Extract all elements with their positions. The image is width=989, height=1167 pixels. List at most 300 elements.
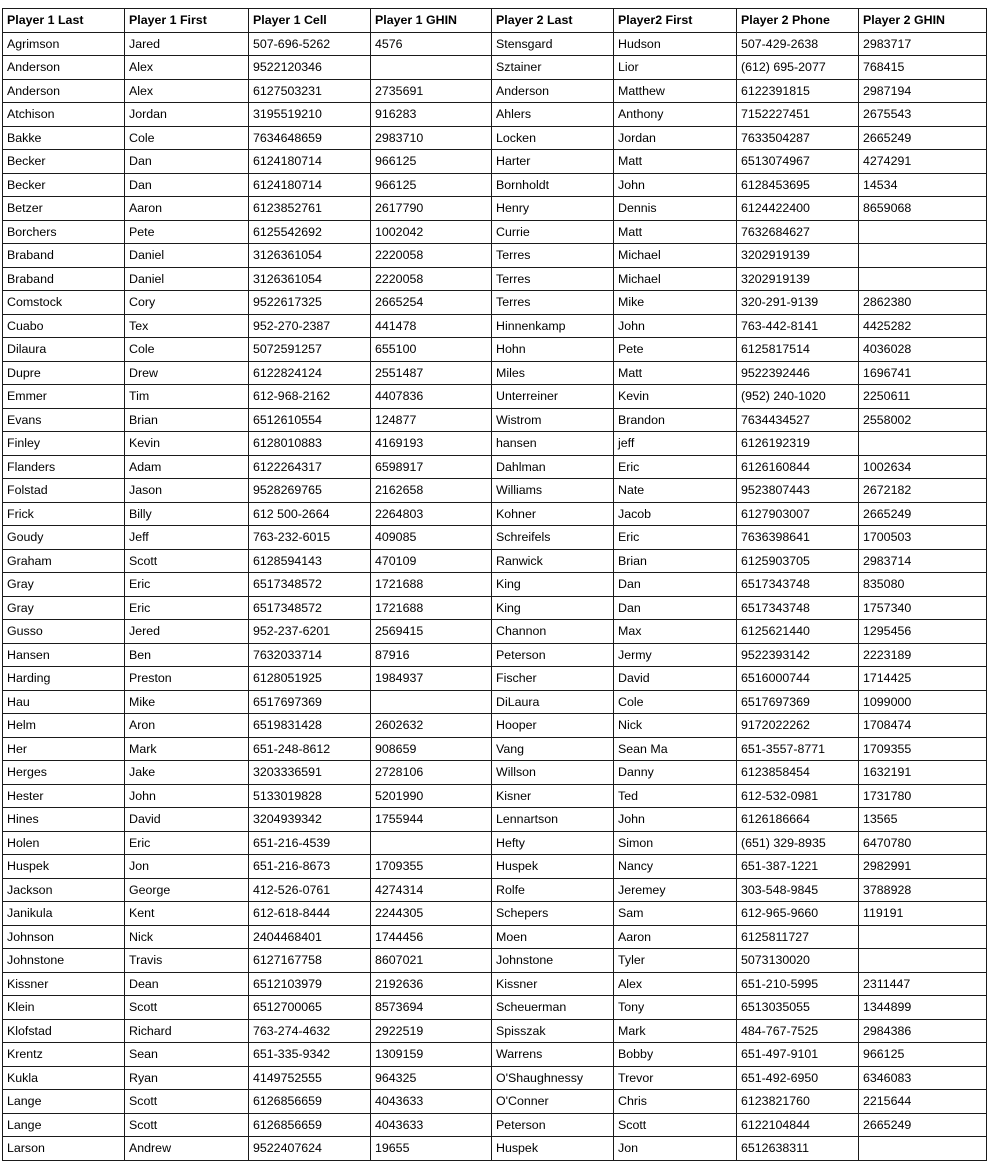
cell-player2-phone: 6516000744: [737, 667, 859, 691]
cell-player1-ghin: [371, 56, 492, 80]
cell-player2-ghin: 2672182: [859, 479, 987, 503]
cell-player2-ghin: [859, 949, 987, 973]
cell-player2-last: Schepers: [492, 902, 614, 926]
table-row: [3, 549, 987, 573]
cell-player1-last: Braband: [3, 244, 125, 268]
cell-player2-ghin: 1709355: [859, 737, 987, 761]
cell-player1-last: Harding: [3, 667, 125, 691]
cell-player1-cell: 6127167758: [249, 949, 371, 973]
cell-player2-ghin: 2311447: [859, 972, 987, 996]
cell-player2-last: Warrens: [492, 1043, 614, 1067]
cell-player1-first: Daniel: [125, 244, 249, 268]
cell-player2-ghin: 2215644: [859, 1090, 987, 1114]
cell-player2-ghin: 2983717: [859, 32, 987, 56]
cell-player2-phone: 5073130020: [737, 949, 859, 973]
cell-player2-ghin: 14534: [859, 173, 987, 197]
cell-player2-phone: 303-548-9845: [737, 878, 859, 902]
cell-player2-first: Brian: [614, 549, 737, 573]
cell-player1-ghin: 2162658: [371, 479, 492, 503]
cell-player1-last: Herges: [3, 761, 125, 785]
cell-player2-last: DiLaura: [492, 690, 614, 714]
table-row: [3, 1137, 987, 1161]
cell-player1-first: Kevin: [125, 432, 249, 456]
cell-player2-ghin: 1632191: [859, 761, 987, 785]
cell-player2-first: Pete: [614, 338, 737, 362]
cell-player1-ghin: 2728106: [371, 761, 492, 785]
table-row: [3, 1043, 987, 1067]
cell-player2-phone: 651-497-9101: [737, 1043, 859, 1067]
cell-player1-cell: 612 500-2664: [249, 502, 371, 526]
cell-player2-first: Danny: [614, 761, 737, 785]
cell-player2-first: Eric: [614, 455, 737, 479]
cell-player1-cell: 612-618-8444: [249, 902, 371, 926]
cell-player1-first: Brian: [125, 408, 249, 432]
cell-player2-phone: 3202919139: [737, 244, 859, 268]
cell-player1-first: Cole: [125, 338, 249, 362]
cell-player1-ghin: 1002042: [371, 220, 492, 244]
cell-player1-last: Becker: [3, 150, 125, 174]
cell-player1-ghin: 19655: [371, 1137, 492, 1161]
cell-player1-last: Borchers: [3, 220, 125, 244]
table-row: [3, 197, 987, 221]
cell-player1-last: Hester: [3, 784, 125, 808]
cell-player2-ghin: 768415: [859, 56, 987, 80]
cell-player1-first: Scott: [125, 1113, 249, 1137]
cell-player1-cell: 507-696-5262: [249, 32, 371, 56]
cell-player2-last: O'Conner: [492, 1090, 614, 1114]
cell-player1-ghin: 2551487: [371, 361, 492, 385]
cell-player1-first: Preston: [125, 667, 249, 691]
cell-player1-last: Braband: [3, 267, 125, 291]
cell-player2-phone: 6517343748: [737, 596, 859, 620]
cell-player1-last: Cuabo: [3, 314, 125, 338]
cell-player2-first: Brandon: [614, 408, 737, 432]
cell-player1-cell: 6519831428: [249, 714, 371, 738]
cell-player2-ghin: 4036028: [859, 338, 987, 362]
cell-player1-cell: 3126361054: [249, 267, 371, 291]
cell-player1-cell: 3203336591: [249, 761, 371, 785]
cell-player2-last: Moen: [492, 925, 614, 949]
cell-player1-ghin: 2922519: [371, 1019, 492, 1043]
cell-player2-last: Rolfe: [492, 878, 614, 902]
cell-player1-last: Lange: [3, 1090, 125, 1114]
cell-player2-first: Jermy: [614, 643, 737, 667]
cell-player2-last: Bornholdt: [492, 173, 614, 197]
cell-player2-first: Michael: [614, 267, 737, 291]
cell-player1-first: Tex: [125, 314, 249, 338]
cell-player2-phone: (651) 329-8935: [737, 831, 859, 855]
table-row: [3, 831, 987, 855]
cell-player2-first: Matt: [614, 150, 737, 174]
cell-player2-ghin: 1731780: [859, 784, 987, 808]
cell-player1-cell: 3204939342: [249, 808, 371, 832]
cell-player2-ghin: 1757340: [859, 596, 987, 620]
table-row: [3, 126, 987, 150]
cell-player1-last: Folstad: [3, 479, 125, 503]
cell-player2-phone: 6123821760: [737, 1090, 859, 1114]
cell-player1-first: Tim: [125, 385, 249, 409]
cell-player2-ghin: 119191: [859, 902, 987, 926]
cell-player1-cell: 6512700065: [249, 996, 371, 1020]
cell-player1-ghin: 4043633: [371, 1090, 492, 1114]
cell-player2-first: Matt: [614, 220, 737, 244]
table-row: [3, 714, 987, 738]
table-row: [3, 573, 987, 597]
cell-player1-first: Jon: [125, 855, 249, 879]
cell-player2-last: Huspek: [492, 855, 614, 879]
cell-player1-first: Drew: [125, 361, 249, 385]
table-row: [3, 737, 987, 761]
header-player1-ghin: Player 1 GHIN: [371, 9, 492, 33]
cell-player1-cell: 952-237-6201: [249, 620, 371, 644]
cell-player1-first: Richard: [125, 1019, 249, 1043]
cell-player1-ghin: 1755944: [371, 808, 492, 832]
cell-player1-ghin: 6598917: [371, 455, 492, 479]
cell-player1-ghin: 4169193: [371, 432, 492, 456]
player-pairings-table: [2, 8, 987, 1161]
cell-player2-first: David: [614, 667, 737, 691]
cell-player1-ghin: 8573694: [371, 996, 492, 1020]
cell-player2-phone: 6126186664: [737, 808, 859, 832]
cell-player2-last: Anderson: [492, 79, 614, 103]
cell-player2-ghin: [859, 1137, 987, 1161]
cell-player1-last: Kissner: [3, 972, 125, 996]
cell-player2-first: Tyler: [614, 949, 737, 973]
cell-player1-ghin: 916283: [371, 103, 492, 127]
cell-player1-first: Scott: [125, 1090, 249, 1114]
cell-player1-first: Kent: [125, 902, 249, 926]
table-row: [3, 1019, 987, 1043]
cell-player1-last: Gusso: [3, 620, 125, 644]
cell-player1-first: George: [125, 878, 249, 902]
cell-player1-first: Ben: [125, 643, 249, 667]
cell-player2-first: Eric: [614, 526, 737, 550]
cell-player2-phone: 6127903007: [737, 502, 859, 526]
cell-player1-first: Alex: [125, 79, 249, 103]
cell-player1-cell: 6122264317: [249, 455, 371, 479]
cell-player1-first: Eric: [125, 573, 249, 597]
cell-player1-cell: 9522407624: [249, 1137, 371, 1161]
cell-player1-first: Travis: [125, 949, 249, 973]
cell-player1-cell: 5133019828: [249, 784, 371, 808]
cell-player2-phone: 6128453695: [737, 173, 859, 197]
cell-player1-last: Finley: [3, 432, 125, 456]
cell-player2-first: John: [614, 314, 737, 338]
cell-player1-ghin: 966125: [371, 150, 492, 174]
cell-player1-ghin: 409085: [371, 526, 492, 550]
cell-player1-cell: 412-526-0761: [249, 878, 371, 902]
cell-player1-last: Goudy: [3, 526, 125, 550]
cell-player2-last: Scheuerman: [492, 996, 614, 1020]
cell-player2-last: Spisszak: [492, 1019, 614, 1043]
cell-player2-first: Tony: [614, 996, 737, 1020]
table-row: [3, 596, 987, 620]
cell-player2-last: Hinnenkamp: [492, 314, 614, 338]
cell-player2-phone: 9172022262: [737, 714, 859, 738]
cell-player2-phone: 6122104844: [737, 1113, 859, 1137]
cell-player1-cell: 612-968-2162: [249, 385, 371, 409]
header-player2-phone: Player 2 Phone: [737, 9, 859, 33]
cell-player1-cell: 651-216-4539: [249, 831, 371, 855]
cell-player2-ghin: [859, 432, 987, 456]
cell-player1-cell: 651-335-9342: [249, 1043, 371, 1067]
cell-player2-phone: (952) 240-1020: [737, 385, 859, 409]
cell-player2-phone: 6125621440: [737, 620, 859, 644]
cell-player1-last: Helm: [3, 714, 125, 738]
cell-player1-ghin: 1721688: [371, 596, 492, 620]
cell-player2-phone: 651-387-1221: [737, 855, 859, 879]
table-row: [3, 56, 987, 80]
cell-player2-phone: 651-3557-8771: [737, 737, 859, 761]
cell-player1-first: Billy: [125, 502, 249, 526]
cell-player1-last: Evans: [3, 408, 125, 432]
table-row: [3, 1113, 987, 1137]
cell-player1-first: Cole: [125, 126, 249, 150]
cell-player2-last: Locken: [492, 126, 614, 150]
cell-player1-last: Becker: [3, 173, 125, 197]
cell-player1-cell: 6124180714: [249, 150, 371, 174]
header-player1-cell: Player 1 Cell: [249, 9, 371, 33]
cell-player1-ghin: 908659: [371, 737, 492, 761]
cell-player1-cell: 4149752555: [249, 1066, 371, 1090]
table-row: [3, 902, 987, 926]
table-row: [3, 667, 987, 691]
cell-player2-last: Miles: [492, 361, 614, 385]
cell-player2-first: Trevor: [614, 1066, 737, 1090]
cell-player1-first: Eric: [125, 596, 249, 620]
cell-player2-first: Dennis: [614, 197, 737, 221]
cell-player1-ghin: [371, 690, 492, 714]
cell-player2-phone: 6126192319: [737, 432, 859, 456]
cell-player2-ghin: 1708474: [859, 714, 987, 738]
cell-player1-cell: 6128594143: [249, 549, 371, 573]
cell-player1-last: Bakke: [3, 126, 125, 150]
header-player2-last: Player 2 Last: [492, 9, 614, 33]
cell-player1-ghin: 2665254: [371, 291, 492, 315]
table-header: [3, 9, 987, 33]
cell-player1-ghin: 4274314: [371, 878, 492, 902]
cell-player2-ghin: 2250611: [859, 385, 987, 409]
cell-player1-cell: 3195519210: [249, 103, 371, 127]
cell-player1-ghin: 4043633: [371, 1113, 492, 1137]
cell-player2-phone: 7636398641: [737, 526, 859, 550]
cell-player2-last: Vang: [492, 737, 614, 761]
cell-player2-phone: 7634434527: [737, 408, 859, 432]
table-row: [3, 32, 987, 56]
cell-player1-first: Dan: [125, 173, 249, 197]
cell-player2-last: Williams: [492, 479, 614, 503]
cell-player1-ghin: 1709355: [371, 855, 492, 879]
cell-player2-phone: 6122391815: [737, 79, 859, 103]
cell-player2-first: Simon: [614, 831, 737, 855]
cell-player1-cell: 9522120346: [249, 56, 371, 80]
cell-player1-cell: 6123852761: [249, 197, 371, 221]
cell-player2-last: Ahlers: [492, 103, 614, 127]
cell-player2-last: Wistrom: [492, 408, 614, 432]
cell-player2-first: Dan: [614, 596, 737, 620]
cell-player1-cell: 5072591257: [249, 338, 371, 362]
table-row: [3, 361, 987, 385]
table-row: [3, 267, 987, 291]
cell-player2-phone: 6125811727: [737, 925, 859, 949]
table-row: [3, 878, 987, 902]
table-row: [3, 690, 987, 714]
cell-player2-phone: 9522392446: [737, 361, 859, 385]
cell-player2-first: Alex: [614, 972, 737, 996]
cell-player2-ghin: [859, 244, 987, 268]
cell-player2-ghin: 6346083: [859, 1066, 987, 1090]
cell-player1-cell: 6128051925: [249, 667, 371, 691]
cell-player2-first: Max: [614, 620, 737, 644]
table-row: [3, 949, 987, 973]
cell-player1-first: Jordan: [125, 103, 249, 127]
cell-player2-phone: 612-965-9660: [737, 902, 859, 926]
cell-player1-first: Sean: [125, 1043, 249, 1067]
cell-player2-first: Sam: [614, 902, 737, 926]
cell-player1-cell: 6517697369: [249, 690, 371, 714]
cell-player2-last: Hefty: [492, 831, 614, 855]
header-player2-first: Player2 First: [614, 9, 737, 33]
table-row: [3, 808, 987, 832]
cell-player1-first: Jared: [125, 32, 249, 56]
cell-player1-ghin: [371, 831, 492, 855]
cell-player2-first: Anthony: [614, 103, 737, 127]
cell-player1-ghin: 1744456: [371, 925, 492, 949]
table-row: [3, 925, 987, 949]
cell-player1-last: Emmer: [3, 385, 125, 409]
cell-player1-cell: 7634648659: [249, 126, 371, 150]
cell-player2-last: Peterson: [492, 1113, 614, 1137]
cell-player2-first: Bobby: [614, 1043, 737, 1067]
cell-player1-cell: 651-248-8612: [249, 737, 371, 761]
table-row: [3, 338, 987, 362]
cell-player2-ghin: 1700503: [859, 526, 987, 550]
cell-player2-phone: 763-442-8141: [737, 314, 859, 338]
cell-player1-last: Lange: [3, 1113, 125, 1137]
cell-player1-last: Frick: [3, 502, 125, 526]
cell-player2-phone: 6124422400: [737, 197, 859, 221]
cell-player1-ghin: 2617790: [371, 197, 492, 221]
cell-player2-ghin: 2982991: [859, 855, 987, 879]
cell-player2-phone: 651-210-5995: [737, 972, 859, 996]
cell-player1-last: Hansen: [3, 643, 125, 667]
cell-player2-ghin: 1344899: [859, 996, 987, 1020]
cell-player2-ghin: 2558002: [859, 408, 987, 432]
cell-player2-phone: 6517697369: [737, 690, 859, 714]
cell-player1-first: Aaron: [125, 197, 249, 221]
cell-player2-last: Harter: [492, 150, 614, 174]
table-row: [3, 432, 987, 456]
cell-player2-first: Mike: [614, 291, 737, 315]
cell-player1-ghin: 8607021: [371, 949, 492, 973]
cell-player1-first: Daniel: [125, 267, 249, 291]
cell-player2-first: Dan: [614, 573, 737, 597]
cell-player2-ghin: [859, 220, 987, 244]
cell-player2-first: John: [614, 808, 737, 832]
cell-player2-ghin: 2665249: [859, 502, 987, 526]
cell-player1-ghin: 4576: [371, 32, 492, 56]
cell-player1-last: Klofstad: [3, 1019, 125, 1043]
cell-player2-phone: 7152227451: [737, 103, 859, 127]
cell-player2-last: Terres: [492, 244, 614, 268]
table-row: [3, 620, 987, 644]
cell-player1-ghin: 1309159: [371, 1043, 492, 1067]
cell-player1-ghin: 5201990: [371, 784, 492, 808]
cell-player2-first: Jon: [614, 1137, 737, 1161]
cell-player2-ghin: 6470780: [859, 831, 987, 855]
cell-player1-last: Hines: [3, 808, 125, 832]
cell-player2-last: Huspek: [492, 1137, 614, 1161]
cell-player1-first: John: [125, 784, 249, 808]
table-row: [3, 291, 987, 315]
table-row: [3, 79, 987, 103]
cell-player2-phone: (612) 695-2077: [737, 56, 859, 80]
cell-player1-last: Anderson: [3, 56, 125, 80]
cell-player2-ghin: 3788928: [859, 878, 987, 902]
cell-player1-cell: 9522617325: [249, 291, 371, 315]
cell-player1-first: Dan: [125, 150, 249, 174]
table-body: [3, 32, 987, 1160]
cell-player1-cell: 6126856659: [249, 1113, 371, 1137]
cell-player1-ghin: 124877: [371, 408, 492, 432]
table-row: [3, 996, 987, 1020]
cell-player1-cell: 6512103979: [249, 972, 371, 996]
cell-player2-ghin: 2665249: [859, 126, 987, 150]
cell-player1-cell: 7632033714: [249, 643, 371, 667]
cell-player2-last: King: [492, 596, 614, 620]
cell-player2-last: Sztainer: [492, 56, 614, 80]
cell-player2-last: hansen: [492, 432, 614, 456]
cell-player1-first: Eric: [125, 831, 249, 855]
cell-player2-ghin: 2987194: [859, 79, 987, 103]
cell-player2-last: Stensgard: [492, 32, 614, 56]
cell-player1-first: David: [125, 808, 249, 832]
cell-player1-first: Aron: [125, 714, 249, 738]
cell-player2-ghin: 4274291: [859, 150, 987, 174]
table-row: [3, 173, 987, 197]
cell-player2-first: Jacob: [614, 502, 737, 526]
cell-player2-first: Scott: [614, 1113, 737, 1137]
cell-player2-ghin: 966125: [859, 1043, 987, 1067]
table-row: [3, 784, 987, 808]
cell-player1-first: Jeff: [125, 526, 249, 550]
cell-player2-last: Kisner: [492, 784, 614, 808]
cell-player2-ghin: 13565: [859, 808, 987, 832]
cell-player2-ghin: 2862380: [859, 291, 987, 315]
cell-player2-last: Henry: [492, 197, 614, 221]
cell-player2-last: Johnstone: [492, 949, 614, 973]
table-row: [3, 643, 987, 667]
cell-player1-ghin: 2983710: [371, 126, 492, 150]
cell-player1-cell: 6124180714: [249, 173, 371, 197]
cell-player2-first: Jeremey: [614, 878, 737, 902]
table-row: [3, 455, 987, 479]
cell-player1-ghin: 2220058: [371, 244, 492, 268]
cell-player1-last: Her: [3, 737, 125, 761]
cell-player1-ghin: 2264803: [371, 502, 492, 526]
cell-player1-last: Gray: [3, 596, 125, 620]
cell-player1-cell: 6512610554: [249, 408, 371, 432]
cell-player1-first: Scott: [125, 996, 249, 1020]
cell-player2-first: Mark: [614, 1019, 737, 1043]
cell-player2-ghin: 2983714: [859, 549, 987, 573]
cell-player2-first: Aaron: [614, 925, 737, 949]
header-row: [3, 9, 987, 33]
cell-player2-ghin: 1002634: [859, 455, 987, 479]
cell-player1-ghin: 87916: [371, 643, 492, 667]
cell-player1-cell: 6127503231: [249, 79, 371, 103]
cell-player2-phone: 7632684627: [737, 220, 859, 244]
